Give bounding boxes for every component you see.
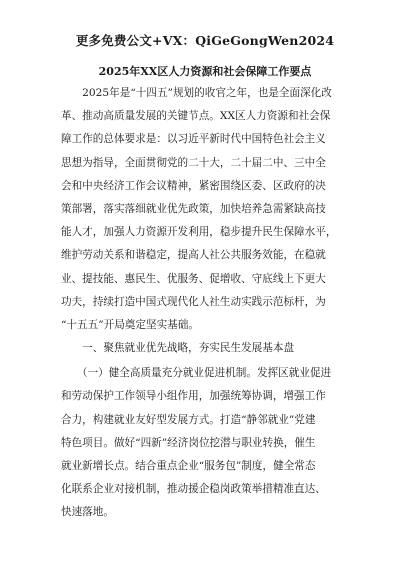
text-line: 和劳动保护工作领导小组作用，加强统筹协调，增强工作 — [61, 390, 326, 403]
text-line: 特色项目。做好“四新”经济岗位挖潜与职业转换，催生 — [61, 436, 316, 449]
text-line: 化联系企业对接机制，推动援企稳岗政策举措精准直达、 — [61, 483, 326, 496]
text-line: 维护劳动关系和谐稳定，提高人社公共服务效能，在稳就 — [61, 249, 326, 262]
document-body — [61, 82, 353, 525]
document-title: 2025年XX区人力资源和社会保障工作要点 — [98, 65, 312, 78]
text-line: 2025年是“十四五”规划的收官之年，也是全面深化改 — [61, 87, 332, 99]
text-line: （一）健全高质量充分就业促进机制。发挥区就业促进 — [61, 367, 332, 380]
promo-banner: 更多免费公文+VX：QiGeGongWen2024 — [75, 33, 335, 48]
text-line: 合力，构建就业友好型发展方式。打造“静邻就业”党建 — [61, 413, 316, 426]
text-line: 思想为指导，全面贯彻党的二十大，二十届二中、三中全 — [61, 156, 326, 169]
text-line: 会和中央经济工作会议精神，紧密围绕区委、区政府的决 — [61, 179, 326, 192]
subsection-paragraph — [61, 362, 353, 524]
text-line: 快速落地。 — [61, 506, 114, 519]
text-line: 策部署，落实落细就业优先政策，加快培养急需紧缺高技 — [61, 202, 326, 215]
text-line: “十五五”开局奠定坚实基础。 — [61, 318, 199, 331]
text-line: 就业新增长点。结合重点企业“服务包”制度，健全常态 — [61, 460, 316, 472]
section-heading: 一、聚焦就业优先战略，夯实民生发展基本盘 — [61, 342, 295, 355]
text-line: 能人才，加强人力资源开发利用，稳步提升民生保障水平， — [61, 226, 337, 239]
text-line: 障工作的总体要求是：以习近平新时代中国特色社会主义 — [61, 133, 326, 146]
text-line: 功夫，持续打造中国式现代化人社生动实践示范标杆，为 — [61, 295, 326, 308]
text-line: 业、提技能、惠民生、优服务、促增收、守底线上下更大 — [61, 272, 326, 285]
intro-paragraph — [61, 82, 353, 337]
text-line: 革、推动高质量发展的关键节点。XX区人力资源和社会保 — [61, 110, 331, 123]
